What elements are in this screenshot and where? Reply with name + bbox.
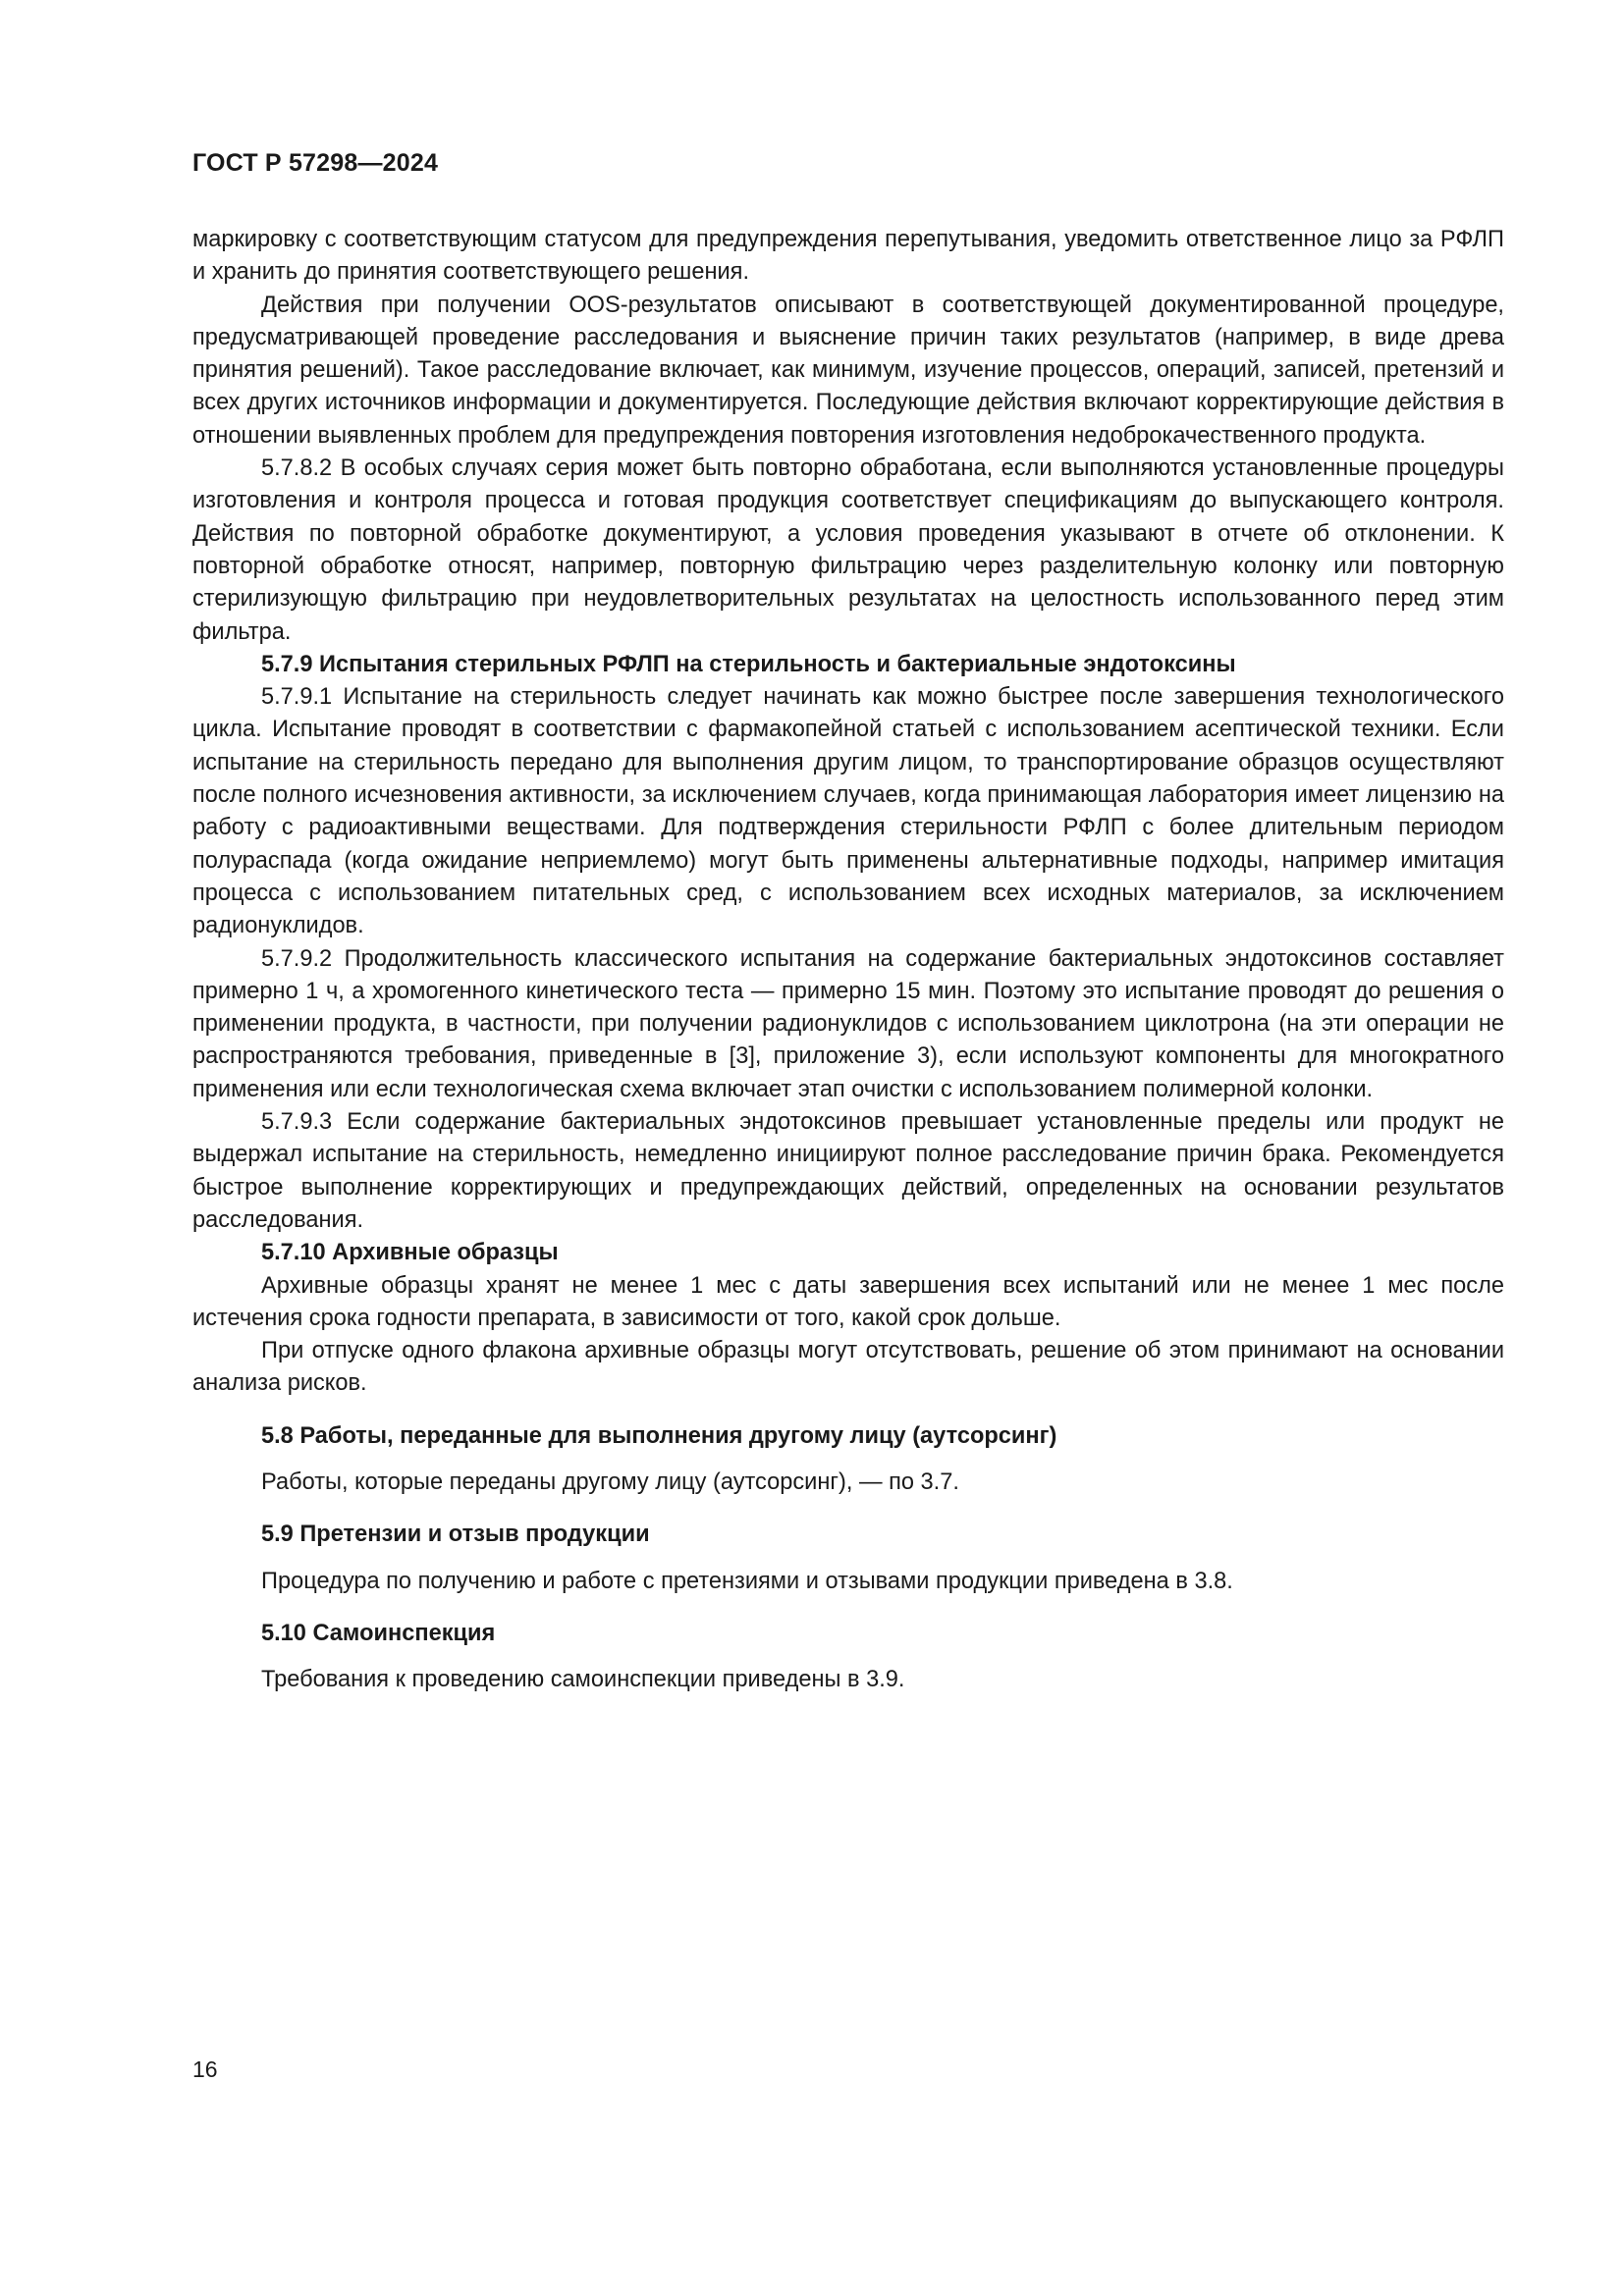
heading-5-8: 5.8 Работы, переданные для выполнения другому лицу (аутсорсинг)	[261, 1422, 1057, 1449]
paragraph-5-7-8-2: 5.7.8.2 В особых случаях серия может быть повторно обработана, если выполняются установленные процедуры изготовления и контроля процесса и готовая продукция соответствует спецификациям до выпускающего контроля. Действия по повторной обработке документируют, а условия проведения указывают в отчете об отклонении. К повторной обработке относят, например, повторную фильтрацию через разделительную колонку или повторную стерилизующую фильтрацию при неудовлетворительных результатах на целостность использованного перед этим фильтра.	[192, 455, 1504, 645]
paragraph: Процедура по получению и работе с претензиями и отзывами продукции приведена в 3.8.	[261, 1568, 1233, 1594]
paragraph: Архивные образцы хранят не менее 1 мес с даты завершения всех испытаний или не менее 1 мес после истечения срока годности препарата, в зависимости от того, какой срок дольше.	[192, 1272, 1504, 1331]
paragraph: Требования к проведению самоинспекции приведены в 3.9.	[261, 1667, 905, 1693]
paragraph-5-7-9-2: 5.7.9.2 Продолжительность классического испытания на содержание бактериальных эндотоксинов составляет примерно 1 ч, а хромогенного кинетического теста — примерно 15 мин. Поэтому это испытание проводят до решения о применении продукта, в частности, при получении радионуклидов с использованием циклотрона (на эти операции не распространяются требования, приведенные в [3], приложение 3), если используют компоненты для многократного применения или если технологическая схема включает этап очистки с использованием полимерной колонки.	[192, 945, 1504, 1102]
document-body	[192, 224, 1504, 1696]
heading-5-10: 5.10 Самоинспекция	[261, 1620, 496, 1646]
heading-5-7-10: 5.7.10 Архивные образцы	[261, 1240, 559, 1266]
page-number: 16	[192, 2056, 218, 2082]
paragraph-5-7-9-1: 5.7.9.1 Испытание на стерильность следует начинать как можно быстрее после завершения технологического цикла. Испытание проводят в соответствии с фармакопейной статьей с использованием асептической техники. Если испытание на стерильность передано для выполнения другим лицом, то транспортирование образцов осуществляют после полного исчезновения активности, за исключением случаев, когда принимающая лаборатория имеет лицензию на работу с радиоактивными веществами. Для подтверждения стерильности РФЛП с более длительным периодом полураспада (когда ожидание неприемлемо) могут быть применены альтернативные подходы, например имитация процесса с использованием питательных сред, с использованием всех исходных материалов, за исключением радионуклидов.	[192, 684, 1504, 939]
paragraph: маркировку с соответствующим статусом для предупреждения перепутывания, уведомить ответственное лицо за РФЛП и хранить до принятия соответствующего решения.	[192, 227, 1504, 286]
paragraph: Работы, которые переданы другому лицу (аутсорсинг), — по 3.7.	[261, 1468, 959, 1495]
heading-5-9: 5.9 Претензии и отзыв продукции	[261, 1522, 650, 1548]
paragraph: При отпуске одного флакона архивные образцы могут отсутствовать, решение об этом принимают на основании анализа рисков.	[192, 1338, 1504, 1397]
paragraph: Действия при получении OOS-результатов описывают в соответствующей документированной процедуре, предусматривающей проведение расследования и выяснение причин таких результатов (например, в виде древа принятия решений). Такое расследование включает, как минимум, изучение процессов, операций, записей, претензий и всех других источников информации и документируется. Последующие действия включают корректирующие действия в отношении выявленных проблем для предупреждения повторения изготовления недоброкачественного продукта.	[192, 292, 1504, 449]
heading-5-7-9: 5.7.9 Испытания стерильных РФЛП на стерильность и бактериальные эндотоксины	[261, 651, 1236, 677]
paragraph-5-7-9-3: 5.7.9.3 Если содержание бактериальных эндотоксинов превышает установленные пределы или продукт не выдержал испытание на стерильность, немедленно инициируют полное расследование причин брака. Рекомендуется быстрое выполнение корректирующих и предупреждающих действий, определенных на основании результатов расследования.	[192, 1109, 1504, 1233]
document-code: ГОСТ Р 57298—2024	[192, 149, 439, 177]
